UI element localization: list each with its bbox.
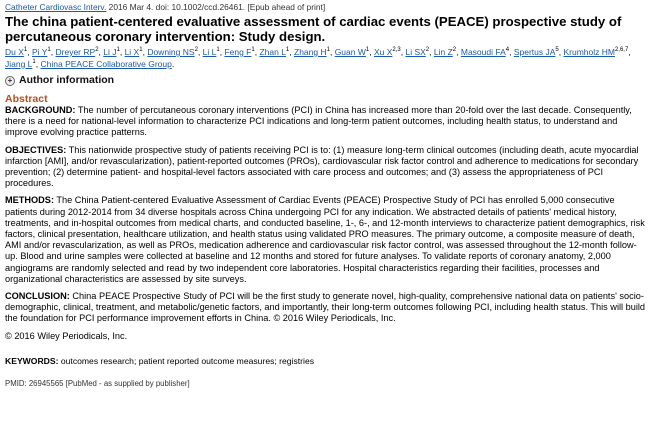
keywords-text: outcomes research; patient reported outcome measures; registries <box>58 355 315 366</box>
author-separator: , <box>628 47 631 57</box>
background-section <box>5 105 647 139</box>
section-label: BACKGROUND: <box>5 105 76 115</box>
author-link[interactable]: Li SX <box>405 47 426 57</box>
author-separator: , <box>27 47 32 57</box>
section-text: The China Patient-centered Evaluative Assessment of Cardiac Events (PEACE) Prospective Study of PCI has enrolled 5,000 consecutive patients during 2012-2014 from 34 diverse hospitals across China undergoing PCI for any indication. We abstracted details of patients' medical history, treatments, and in-hospital outcomes from medical charts, and conducted baseline, 1-, 6-, and 12-month interviews to characterize patient demographics, risk factors, clinical presentation, healthcare utilization, and health status using validated PRO measures. The primary outcome, a composite measure of death, AMI and/or revascularization, as well as PROs, medication adherence and cardiovascular risk factor control, was assessed throughout the 12-month follow-up. Blood and urine samples were collected at baseline and 12 months and stored for future analyses. To validate reports of coronary anatomy, 2,000 angiograms are randomly selected and read by two independent core laboratories. Hospital characteristics regarding their facilities, processes and organizational characteristics are assessed by site surveys. <box>5 195 645 284</box>
author-link[interactable]: Dreyer RP <box>55 47 96 57</box>
objectives-section <box>5 145 647 190</box>
author-separator: , <box>119 47 125 57</box>
author-affiliation-number: 2,3 <box>392 47 401 54</box>
author-separator: , <box>509 47 514 57</box>
author-link[interactable]: Xu X <box>373 47 393 57</box>
author-information-toggle[interactable] <box>5 74 647 87</box>
author-affiliation-number: 1 <box>47 47 51 54</box>
author-affiliation-number: 2 <box>95 47 99 54</box>
author-link[interactable]: Spertus JA <box>513 47 556 57</box>
author-link[interactable]: Krumholz HM <box>563 47 615 57</box>
section-label: METHODS: <box>5 195 54 206</box>
author-link[interactable]: Jiang L <box>5 58 33 69</box>
author-affiliation-number: 1 <box>251 47 255 54</box>
article-title: The china patient-centered evaluative assessment of cardiac events (PEACE) prospective study of percutaneous coronary intervention: Study design. <box>5 14 622 44</box>
author-link[interactable]: Li X <box>124 47 140 57</box>
author-separator: , <box>558 47 564 57</box>
author-affiliation-number: 1 <box>216 47 220 54</box>
author-information-label: Author information <box>19 74 115 86</box>
author-link[interactable]: Zhang H <box>294 47 327 57</box>
author-affiliation-number: 1 <box>365 47 370 54</box>
author-separator: , <box>289 47 294 57</box>
author-separator: , <box>142 47 148 57</box>
author-affiliation-number: 2 <box>452 47 457 54</box>
conclusion-section <box>5 291 647 325</box>
author-separator: , <box>400 47 406 57</box>
keywords-label: KEYWORDS: <box>5 355 59 366</box>
author-separator: , <box>369 47 374 57</box>
section-text: China PEACE Prospective Study of PCI will be the first study to generate novel, high-quality, comprehensive national data on patients' socio-demographic, clinical, treatment, and metabolic/genetic factors, and importantly, their long-term outcomes following PCI, including health status. This will build the foundation for PCI performance improvement efforts in China. © 2016 Wiley Periodicals, Inc. <box>5 291 646 324</box>
author-affiliation-number: 5 <box>555 47 559 54</box>
author-separator: , <box>429 47 434 57</box>
author-link[interactable]: China PEACE Collaborative Group <box>40 58 172 69</box>
author-link[interactable]: Masoudi FA <box>460 47 506 57</box>
abstract-page <box>5 2 647 389</box>
author-separator: , <box>197 47 203 57</box>
author-affiliation-number: 1 <box>326 47 330 54</box>
journal-link[interactable]: Catheter Cardiovasc Interv. <box>5 2 107 12</box>
citation-details: 2016 Mar 4. doi: 10.1002/ccd.26461. [Epub ahead of print] <box>106 2 326 12</box>
expand-plus-icon[interactable]: + <box>5 76 15 86</box>
author-separator: , <box>254 47 260 57</box>
author-link[interactable]: Downing NS <box>147 47 195 57</box>
author-link[interactable]: Li J <box>103 47 117 57</box>
author-separator: , <box>219 47 225 57</box>
copyright-notice: © 2016 Wiley Periodicals, Inc. <box>5 330 128 341</box>
author-affiliation-number: 1 <box>285 47 290 54</box>
author-separator: , <box>50 47 56 57</box>
author-separator: , <box>98 47 104 57</box>
abstract-heading: Abstract <box>5 93 48 105</box>
author-link[interactable]: Guan W <box>334 47 366 57</box>
author-affiliation-number: 1 <box>23 47 28 54</box>
author-affiliation-number: 2 <box>194 47 198 54</box>
author-affiliation-number: 1 <box>32 58 36 65</box>
author-separator: . <box>171 58 175 69</box>
author-link[interactable]: Feng F <box>224 47 252 57</box>
author-separator: , <box>329 47 335 57</box>
section-text: This nationwide prospective study of patients receiving PCI is to: (1) measure long-term clinical outcomes (including death, acute myocardial infarction [AMI], and/or revascularization), patient-reported outcomes (PROs), cardiovascular risk factor control and adherence to medications for secondary prevention; (2) determine patient- and hospital-level factors associated with care process and outcomes; and (3) assess the appropriateness of PCI procedures. <box>5 144 639 189</box>
section-label: CONCLUSION: <box>5 291 70 302</box>
author-separator: , <box>35 58 41 69</box>
methods-section <box>5 195 647 285</box>
author-link[interactable]: Zhan L <box>259 47 286 57</box>
author-link[interactable]: Li L <box>202 47 217 57</box>
pmid-line: PMID: 26945565 [PubMed - as supplied by publisher] <box>5 378 190 388</box>
section-label: OBJECTIVES: <box>5 144 67 155</box>
section-text: The number of percutaneous coronary interventions (PCI) in China has increased more than 20-fold over the last decade. Consequently, there is a need for national-level information to characterize PCI indications and long-term patient outcomes, including health status, to understand and improve evolving practice patterns. <box>5 105 632 138</box>
author-link[interactable]: Du X <box>5 47 24 57</box>
author-affiliation-number: 4 <box>505 47 510 54</box>
citation-line <box>5 2 647 13</box>
author-affiliation-number: 1 <box>116 47 120 54</box>
author-list <box>5 47 647 70</box>
author-affiliation-number: 2,6,7 <box>614 47 629 54</box>
author-affiliation-number: 1 <box>139 47 143 54</box>
author-link[interactable]: Pi Y <box>31 47 48 57</box>
author-separator: , <box>456 47 461 57</box>
keywords-line <box>5 356 647 367</box>
author-link[interactable]: Lin Z <box>433 47 453 57</box>
author-affiliation-number: 2 <box>425 47 430 54</box>
abstract-body <box>5 105 647 325</box>
